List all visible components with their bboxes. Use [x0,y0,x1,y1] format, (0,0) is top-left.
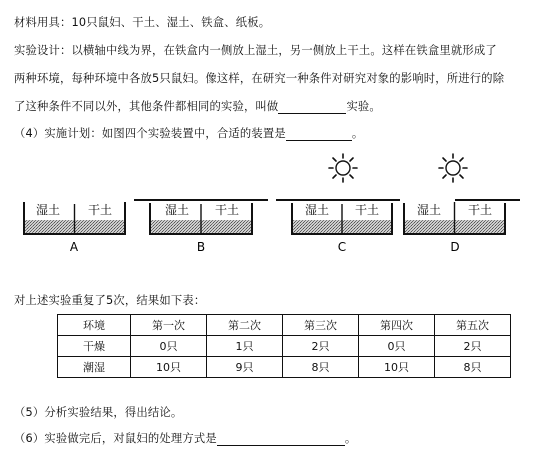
apparatus-b[interactable] [134,200,268,254]
apparatus-b-left-label: 湿土 [164,203,190,217]
table-header-cell: 环境 [58,315,131,336]
table-cell: 1只 [207,336,283,357]
apparatus-a-letter: A [69,240,79,254]
table-cell: 10只 [131,357,207,378]
table-cell: 9只 [207,357,283,378]
table-row-label: 干燥 [58,336,131,357]
table-header-row [58,315,511,336]
apparatus-b-letter: B [196,240,206,254]
design-line-1: 实验设计：以横轴中线为界，在铁盒内一侧放上湿土，另一侧放上干土。这样在铁盒里就形成了 [14,44,497,57]
question-6-suffix: 。 [344,432,357,445]
apparatus-d[interactable] [404,154,520,254]
table-cell: 0只 [359,336,435,357]
table-cell: 10只 [359,357,435,378]
apparatus-diagram [0,150,533,260]
apparatus-b-right-label: 干土 [214,203,240,217]
table-header-cell: 第五次 [435,315,511,336]
apparatus-d-left-label: 湿土 [416,203,442,217]
question-6-line [14,432,356,446]
table-row [58,357,511,378]
table-header-cell: 第四次 [359,315,435,336]
repeat-line: 对上述实验重复了5次，结果如下表： [14,294,206,307]
design-line-3-prefix: 了这种条件不同以外，其他条件都相同的实验，叫做 [14,100,279,113]
table-header-cell: 第三次 [283,315,359,336]
apparatus-c-right-label: 干土 [354,203,380,217]
table-row-label: 潮湿 [58,357,131,378]
apparatus-answer-blank[interactable] [286,129,352,141]
materials-line: 材料用具：10只鼠妇、干土、湿土、铁盒、纸板。 [14,16,271,29]
plan-line-prefix: （4）实施计划：如图四个实验装置中，合适的装置是 [14,127,286,140]
apparatus-a-right-label: 干土 [87,203,113,217]
table-row [58,336,511,357]
table-cell: 0只 [131,336,207,357]
apparatus-c-left-label: 湿土 [304,203,330,217]
design-line-3 [14,100,381,114]
table-cell: 2只 [435,336,511,357]
plan-line-suffix: 。 [351,127,364,140]
table-cell: 8只 [283,357,359,378]
question-6-prefix: （6）实验做完后，对鼠妇的处理方式是 [14,432,217,445]
apparatus-c[interactable] [276,154,400,254]
apparatus-c-sun-icon [329,154,357,182]
apparatus-svg [0,150,533,260]
apparatus-c-letter: C [337,240,347,254]
design-line-2: 两种环境，每种环境中各放5只鼠妇。像这样，在研究一种条件对研究对象的影响时，所进行的除 [14,72,505,85]
table-cell: 2只 [283,336,359,357]
apparatus-a-left-label: 湿土 [35,203,61,217]
apparatus-d-sun-icon [439,154,467,182]
design-line-3-suffix: 实验。 [346,100,381,113]
experiment-type-blank[interactable] [278,102,346,114]
table-cell: 8只 [435,357,511,378]
apparatus-d-letter: D [450,240,460,254]
results-table [57,314,511,378]
question-5-line: （5）分析实验结果，得出结论。 [14,406,183,419]
plan-line [14,127,363,141]
apparatus-d-right-label: 干土 [467,203,493,217]
table-header-cell: 第一次 [131,315,207,336]
handling-answer-blank[interactable] [217,434,345,446]
table-header-cell: 第二次 [207,315,283,336]
apparatus-a[interactable] [24,202,125,254]
